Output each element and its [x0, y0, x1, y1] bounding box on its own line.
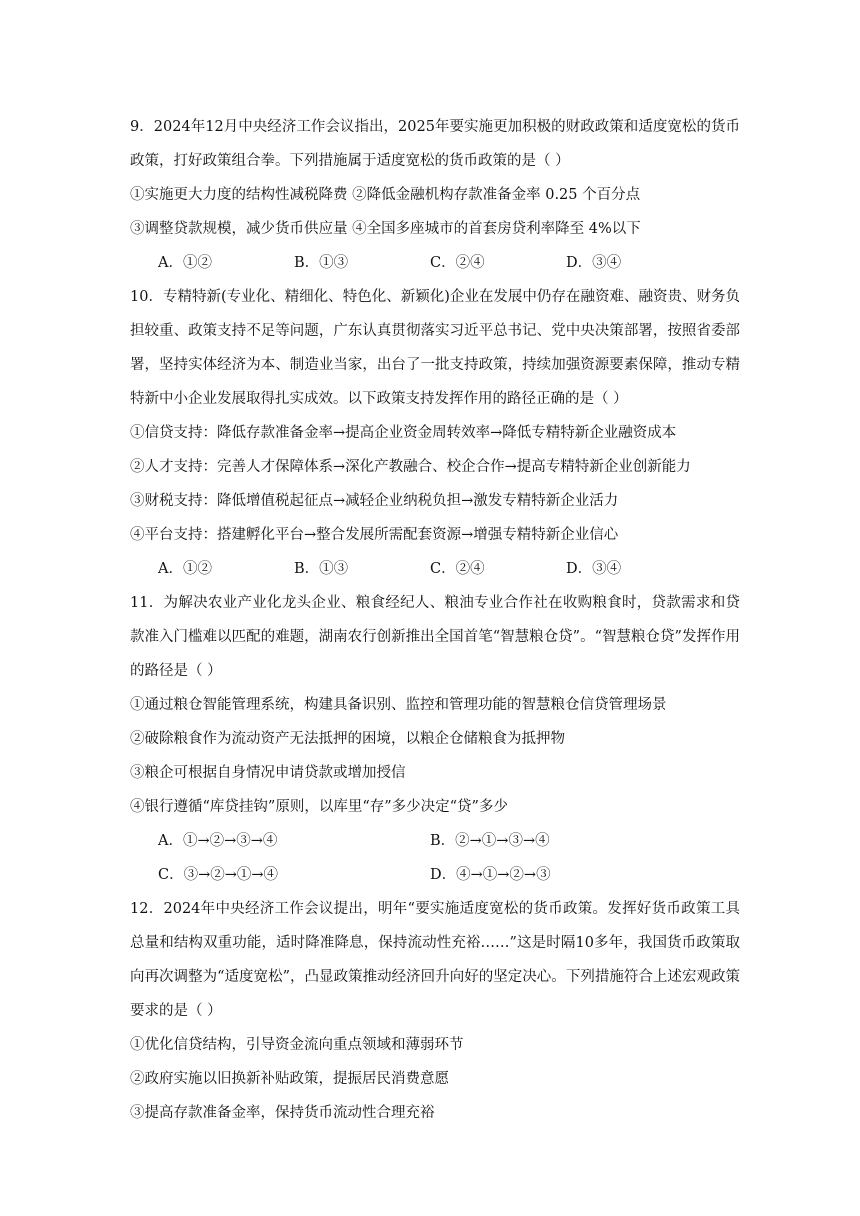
question-9 [130, 110, 740, 280]
question-12 [130, 892, 740, 1130]
option-b[interactable]: B．①③ [294, 561, 349, 577]
option-b[interactable]: B．②→①→③→④ [430, 833, 550, 849]
question-11 [130, 586, 740, 892]
question-12-item: ②政府实施以旧换新补贴政策，提振居民消费意愿 [130, 1071, 449, 1087]
question-11-stem: 11．为解决农业产业化龙头企业、粮食经纪人、粮油专业合作社在收购粮食时，贷款需求和贷款准入门槛难以匹配的难题，湖南农行创新推出全国首笔“智慧粮仓贷”。“智慧粮仓贷”发挥作用的路径是（ ） [130, 595, 740, 679]
option-c[interactable]: C．③→②→①→④ [158, 867, 279, 883]
question-10-item: ③财税支持：降低增值税起征点→减轻企业纳税负担→激发专精特新企业活力 [130, 493, 619, 509]
question-11-item: ③粮企可根据自身情况申请贷款或增加授信 [130, 765, 406, 781]
question-10-stem: 10．专精特新(专业化、精细化、特色化、新颖化)企业在发展中仍存在融资难、融资贵、财务负担较重、政策支持不足等问题，广东认真贯彻落实习近平总书记、党中央决策部署，按照省委部署，坚持实体经济为本、制造业当家，出台了一批支持政策，持续加强资源要素保障，推动专精特新中小企业发展取得扎实成效。以下政策支持发挥作用的路径正确的是（ ） [130, 289, 740, 407]
question-10-item: ②人才支持：完善人才保障体系→深化产教融合、校企合作→提高专精特新企业创新能力 [130, 459, 691, 475]
question-9-item-row: ③调整贷款规模，减少货币供应量 ④全国多座城市的首套房贷利率降至 4%以下 [130, 221, 641, 237]
option-c[interactable]: C．②④ [430, 561, 485, 577]
question-12-item: ③提高存款准备金率，保持货币流动性合理充裕 [130, 1105, 435, 1121]
question-10-options [130, 552, 740, 586]
question-12-stem: 12．2024年中央经济工作会议提出，明年“要实施适度宽松的货币政策。发挥好货币政策工具总量和结构双重功能，适时降准降息，保持流动性充裕……”这是时隔10多年，我国货币政策取向再次调整为“适度宽松”，凸显政策推动经济回升向好的坚定决心。下列措施符合上述宏观政策要求的是（ ） [130, 901, 740, 1019]
question-10-item: ①信贷支持：降低存款准备金率→提高企业资金周转效率→降低专精特新企业融资成本 [130, 425, 677, 441]
option-c[interactable]: C．②④ [430, 255, 485, 271]
question-10-item: ④平台支持：搭建孵化平台→整合发展所需配套资源→增强专精特新企业信心 [130, 527, 619, 543]
option-a[interactable]: A．①→②→③→④ [158, 833, 278, 849]
option-a[interactable]: A．①② [158, 255, 212, 271]
question-11-item: ①通过粮仓智能管理系统，构建具备识别、监控和管理功能的智慧粮仓信贷管理场景 [130, 697, 667, 713]
question-9-stem: 9．2024年12月中央经济工作会议指出，2025年要实施更加积极的财政政策和适度宽松的货币政策，打好政策组合拳。下列措施属于适度宽松的货币政策的是（ ） [130, 119, 740, 169]
option-d[interactable]: D．③④ [566, 255, 622, 271]
question-11-options-row-2 [130, 858, 740, 892]
option-d[interactable]: D．④→①→②→③ [430, 867, 551, 883]
question-11-options-row-1 [130, 824, 740, 858]
question-11-item: ④银行遵循“库贷挂钩”原则，以库里“存”多少决定“贷”多少 [130, 799, 508, 815]
question-9-options [130, 246, 740, 280]
question-9-item-row: ①实施更大力度的结构性减税降费 ②降低金融机构存款准备金率 0.25 个百分点 [130, 187, 641, 203]
question-list [130, 110, 740, 1130]
option-d[interactable]: D．③④ [566, 561, 622, 577]
option-b[interactable]: B．①③ [294, 255, 349, 271]
question-10 [130, 280, 740, 586]
question-12-item: ①优化信贷结构，引导资金流向重点领域和薄弱环节 [130, 1037, 464, 1053]
question-11-item: ②破除粮食作为流动资产无法抵押的困境，以粮企仓储粮食为抵押物 [130, 731, 565, 747]
option-a[interactable]: A．①② [158, 561, 212, 577]
